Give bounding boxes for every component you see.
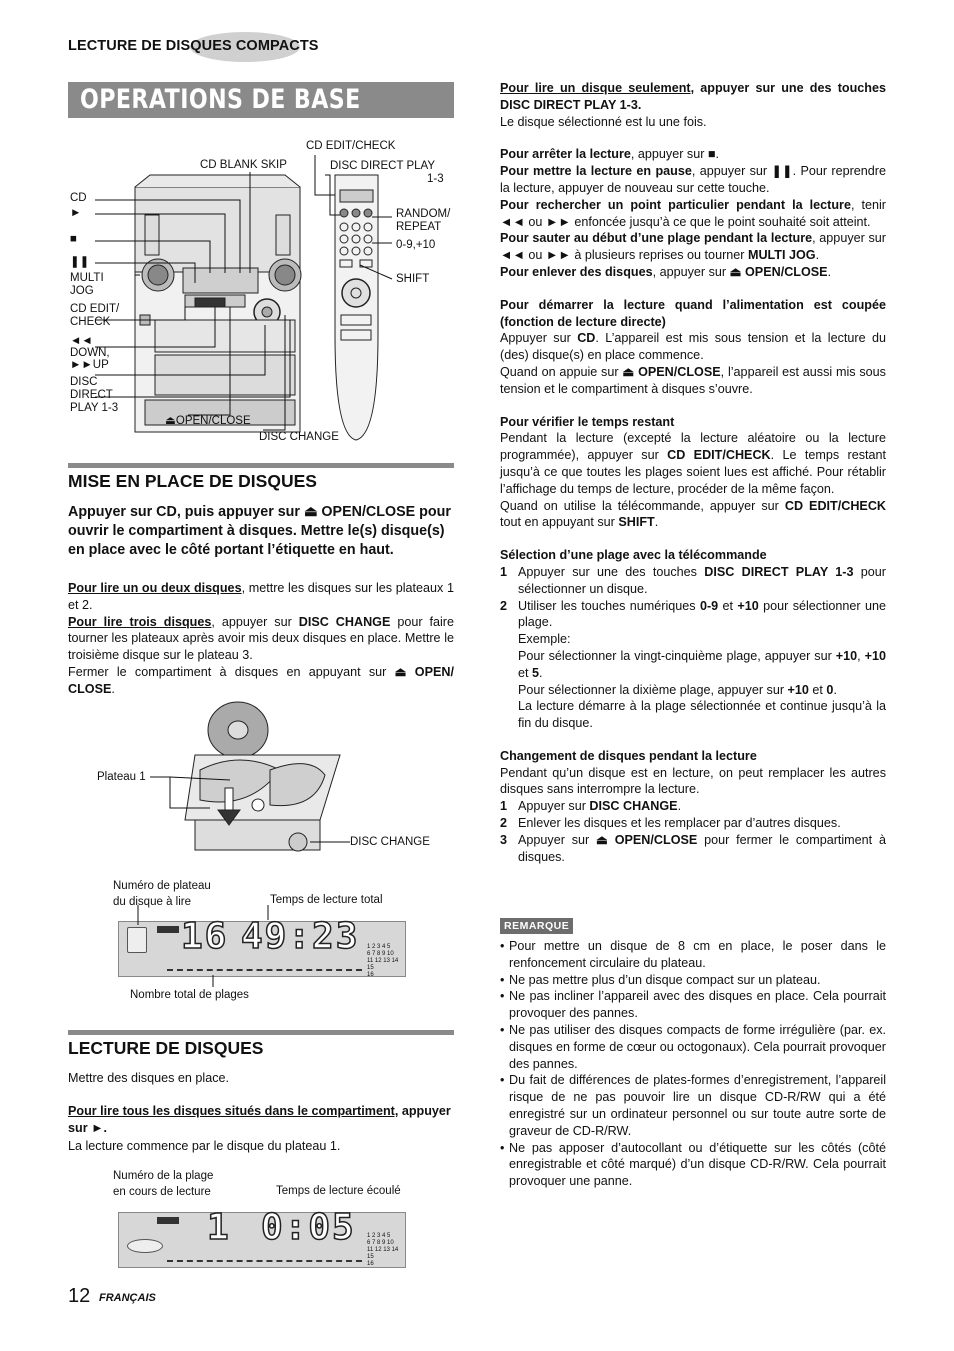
time-p2c: tout en appuyant sur	[500, 515, 619, 530]
pause-r: , appuyer sur ❚❚. Pour reprendre la lecture, appuyer de nouveau sur cette touche.	[500, 164, 887, 195]
skip-r2: MULTI JOG	[747, 248, 816, 263]
change-step-2: 2 Enlever les disques et les remplacer par d’autres disques.	[500, 816, 841, 831]
lcd2-label-elapsed: Temps de lecture écoulé	[276, 1185, 401, 1197]
lcd1-label-total: Temps de lecture total	[270, 894, 383, 906]
chg-1a: Appuyer sur	[518, 799, 590, 814]
stop-icon: ■	[70, 233, 77, 245]
footer-lang: FRANÇAIS	[99, 1292, 156, 1304]
label-cd: CD	[70, 192, 87, 204]
label-open-close-row	[165, 415, 251, 428]
chg-3b: ⏏ OPEN/CLOSE	[596, 832, 698, 847]
lcd1-label-tray: Numéro de plateau du disque à lire	[113, 880, 211, 908]
para-trois-b: DISC CHANGE	[298, 614, 391, 629]
select-step-1: 1 Appuyer sur une des touches DISC DIRECT PLAY 1-3 pour sélectionner un disque.	[500, 564, 886, 596]
para-trois	[68, 614, 454, 664]
select-example: Exemple:	[518, 632, 571, 647]
para-fermer-b: ⏏ OPEN/ CLOSE	[68, 664, 454, 696]
direct-p2b: ⏏ OPEN/CLOSE	[622, 364, 721, 379]
note-item: • Pour mettre un disque de 8 cm en place, le poser dans le renfoncement circulaire du plateau.	[500, 938, 886, 972]
sel-ex2b: +10	[787, 682, 809, 697]
label-down: DOWN,	[70, 347, 110, 359]
skip-para	[500, 230, 886, 264]
lcd2-digits-right: 0:05	[261, 1207, 356, 1248]
sel-ex2c: et	[808, 682, 827, 697]
lcd1-digits-left: 16	[181, 916, 229, 957]
direct-heading: Pour démarrer la lecture quand l’alimentation est coupée (fonction de lecture directe)	[500, 297, 886, 329]
direct-p2	[500, 364, 886, 398]
lcd-display-2	[118, 1207, 406, 1268]
select-step-2: 2 Utiliser les touches numériques 0-9 et +10 pour sélectionner une plage.	[500, 598, 886, 630]
sel-ex1f: 5	[532, 665, 540, 680]
note-item: • Du fait de différences de plates-formes d’enregistrement, l’appareil risque de ne pas pouvoir lire un disque CD-R/RW qui a été enregistré sur un ordinateur personnel ou sur toute autre sorte de graveur de CD-R/RW.	[500, 1072, 886, 1139]
direct-p1	[500, 330, 886, 364]
label-up: UP	[92, 359, 109, 371]
stop-para	[500, 146, 886, 163]
time-p1c: . Le temps restant jusqu’à ce que toutes les plages soient lues est affiché. Pour rétablir l’affichage du temps de lecture, procéder de la même façon.	[500, 448, 887, 496]
heading-lecture: LECTURE DE DISQUES	[68, 1038, 264, 1058]
section-rule	[68, 463, 454, 468]
para-fermer	[68, 664, 454, 698]
pause-para	[500, 163, 886, 197]
one-disc-after: Le disque sélectionné est lu une fois.	[500, 114, 707, 129]
label-multi-jog: MULTI JOG	[70, 272, 104, 297]
direct-p2c: , l’appareil est aussi mis sous tension et le compartiment à disques s’ouvre.	[500, 364, 886, 396]
note-item: • Ne pas mettre plus d’un disque compact sur un plateau.	[500, 972, 886, 989]
chg-2: Enlever les disques et les remplacer par d’autres disques.	[518, 816, 841, 831]
sel-1b: DISC DIRECT PLAY 1-3	[704, 564, 854, 579]
label-tray-disc-change: DISC CHANGE	[350, 836, 430, 848]
lcd1-digits-right: 49:23	[241, 916, 360, 957]
chg-3a: Appuyer sur	[518, 832, 597, 847]
label-cd-blank-skip: CD BLANK SKIP	[200, 159, 287, 171]
stop-r: , appuyer sur ■.	[630, 147, 720, 162]
para-fermer-a: Fermer le compartiment à disques en appuyant sur	[68, 664, 395, 679]
one-disc-rest: , appuyer sur une des touches DISC DIRECT PLAY 1-3.	[500, 81, 886, 112]
eject-icon: ⏏	[165, 415, 176, 427]
sel-ex2a: Pour sélectionner la dixième plage, appuyer sur	[518, 682, 788, 697]
skip-b: Pour sauter au début d’une plage pendant la lecture	[500, 231, 813, 246]
play-icon: ►	[70, 207, 82, 219]
one-disc-para	[500, 80, 886, 114]
note-item: • Ne pas utiliser des disques compacts de forme irrégulière (par. ex. disques en forme de cœur ou octogonaux). Cela pourrait provoquer des pannes.	[500, 1022, 886, 1072]
section-header: LECTURE DE DISQUES COMPACTS	[68, 38, 319, 54]
label-cd-edit-check: CD EDIT/CHECK	[306, 140, 396, 152]
track-calendar: 1 2 3 4 5 6 7 8 9 10 11 12 13 14 15 16	[367, 1233, 399, 1267]
right-column	[500, 80, 886, 865]
change-heading: Changement de disques pendant la lecture	[500, 748, 757, 763]
rewind-icon: ◄◄	[70, 335, 93, 347]
label-disc-direct-play: DISC DIRECT PLAY	[330, 160, 436, 172]
sel-2c: et	[718, 598, 738, 613]
remove-b: Pour enlever des disques	[500, 264, 653, 279]
para-un-deux-lead: Pour lire un ou deux disques	[68, 581, 242, 595]
note-item: • Ne pas apposer d’autocollant ou d’étiquette sur les côtés (côté enregistrable et côté marqué) d’un disque CD-R/RW. Cela pourrait provoquer une panne.	[500, 1140, 886, 1190]
mise-en-place-text	[68, 580, 454, 698]
remove-para	[500, 264, 886, 281]
para-un-deux-rest: , mettre les disques sur les plateaux 1 et 2.	[68, 581, 454, 612]
search-b: Pour rechercher un point particulier pendant la lecture	[500, 197, 851, 212]
lcd-bar	[167, 1260, 362, 1262]
direct-p1b: CD	[577, 331, 596, 346]
remarque-badge: REMARQUE	[500, 918, 573, 934]
sel-2d: +10	[737, 598, 759, 613]
para-trois-lead: Pour lire trois disques	[68, 614, 212, 629]
direct-p1c: . L’appareil est mis sous tension et la lecture du (des) disque(s) en place commence.	[500, 331, 886, 363]
para-fermer-c: .	[111, 681, 115, 696]
stop-b: Pour arrêter la lecture	[500, 147, 631, 162]
label-open-close: OPEN/CLOSE	[175, 415, 251, 427]
time-p2b: CD EDIT/CHECK	[784, 498, 887, 513]
skip-r1: , appuyer sur ◄◄ ou ►► à plusieurs reprises ou tourner	[500, 231, 886, 263]
remove-r3: .	[827, 264, 832, 279]
sel-2a: Utiliser les touches numériques	[518, 598, 700, 613]
para-un-deux	[68, 580, 454, 614]
track-calendar: 1 2 3 4 5 6 7 8 9 10 11 12 13 14 15 16	[367, 944, 399, 978]
select-ex1	[500, 648, 886, 682]
page-number: 12	[68, 1285, 91, 1307]
skip-r3: .	[815, 248, 820, 263]
para-trois-c: pour faire tourner les plateaux après avoir mis deux disques en place. Mettre le troisième disque sur le plateau 3.	[68, 614, 454, 663]
lcd2-label-track: Numéro de la plage en cours de lecture	[113, 1170, 214, 1198]
time-p2d: SHIFT	[618, 515, 655, 530]
lecture-lead-rest: appuyer sur ►.	[68, 1104, 451, 1135]
remove-r1: , appuyer sur	[652, 264, 730, 279]
sel-ex1c: ,	[857, 648, 865, 663]
sel-ex1a: Pour sélectionner la vingt-cinquième plage, appuyer sur	[518, 648, 836, 663]
time-heading: Pour vérifier le temps restant	[500, 414, 675, 429]
disc-icon	[127, 1239, 163, 1253]
page-title: OPERATIONS DE BASE	[80, 84, 361, 115]
sel-ex1e: et	[518, 665, 533, 680]
time-p1b: CD EDIT/CHECK	[667, 448, 771, 463]
label-disc-change: DISC CHANGE	[259, 431, 339, 443]
label-num-keys: 0-9,+10	[396, 239, 436, 251]
notes-list	[500, 938, 886, 1190]
forward-icon: ►►	[70, 359, 93, 371]
para-trois-a: , appuyer sur	[211, 614, 299, 629]
sel-ex1g: .	[539, 665, 543, 680]
tray-diagram	[140, 700, 350, 860]
sel-2b: 0-9	[699, 598, 719, 613]
lecture-after: La lecture commence par le disque du plateau 1.	[68, 1139, 341, 1153]
select-heading: Sélection d’une plage avec la télécommande	[500, 548, 767, 563]
label-plateau: Plateau 1	[97, 771, 146, 783]
sel-ex1b: +10	[835, 648, 858, 663]
lecture-lead-u: Pour lire tous les disques situés dans le compartiment,	[68, 1104, 399, 1118]
note-item: • Ne pas incliner l’appareil avec des disques en place. Cela pourrait provoquer des pannes.	[500, 988, 886, 1022]
change-step-1: 1 Appuyer sur DISC CHANGE.	[500, 799, 682, 814]
search-para	[500, 197, 886, 231]
time-p2e: .	[654, 515, 659, 530]
label-cd-edit-check-unit: CD EDIT/ CHECK	[70, 303, 120, 328]
direct-p1a: Appuyer sur	[500, 331, 578, 346]
chg-3c: pour fermer le compartiment à disques.	[518, 832, 886, 864]
lcd2-digits-left: 1	[207, 1207, 229, 1248]
lecture-lead	[68, 1103, 454, 1137]
heading-mise-en-place: MISE EN PLACE DE DISQUES	[68, 471, 317, 491]
change-step-3: 3 Appuyer sur ⏏ OPEN/CLOSE pour fermer le compartiment à disques.	[500, 832, 886, 864]
stereo-diagram	[60, 135, 460, 445]
time-p1	[500, 430, 886, 497]
remove-r2: ⏏ OPEN/CLOSE	[729, 264, 828, 279]
sel-2e: pour sélectionner une plage.	[518, 598, 886, 630]
direct-p2a: Quand on appuie sur	[500, 364, 623, 379]
sel-1c: pour sélectionner un disque.	[518, 564, 886, 596]
label-up-row	[70, 359, 109, 372]
chg-1c: .	[677, 799, 682, 814]
select-ex2	[500, 682, 886, 699]
label-shift: SHIFT	[396, 273, 430, 285]
sel-ex1d: +10	[864, 648, 887, 663]
label-disc-direct-play-unit: DISC DIRECT PLAY 1-3	[70, 376, 119, 414]
pause-icon: ❚❚	[70, 256, 90, 268]
title-bar	[68, 82, 454, 118]
sel-1a: Appuyer sur une des touches	[518, 564, 705, 579]
sel-ex2d: 0	[826, 682, 834, 697]
time-p2	[500, 498, 886, 532]
label-disc-direct-play-num: 1-3	[427, 173, 444, 185]
lcd1-label-tracks: Nombre total de plages	[130, 989, 249, 1001]
pause-b: Pour mettre la lecture en pause	[500, 164, 692, 179]
search-r: , tenir ◄◄ ou ►► enfoncée jusqu’à ce que le point souhaité soit atteint.	[500, 197, 886, 229]
label-random-repeat: RANDOM/ REPEAT	[396, 208, 451, 233]
lecture-intro: Mettre des disques en place.	[68, 1071, 230, 1085]
section-rule-2	[68, 1030, 454, 1035]
one-disc-u: Pour lire un disque seulement	[500, 81, 691, 95]
chg-1b: DISC CHANGE	[589, 799, 678, 814]
mise-en-place-lead: Appuyer sur CD, puis appuyer sur ⏏ OPEN/CLOSE pour ouvrir le compartiment à disques. Mettre le(s) disque(s) en place avec le côté portant l’étiquette en haut.	[68, 504, 451, 559]
mode-indicator	[157, 1217, 179, 1224]
change-para: Pendant qu’un disque est en lecture, on peut remplacer les autres disques sans interrompre la lecture.	[500, 765, 886, 797]
lcd1-leaders	[118, 905, 408, 990]
time-p2a: Quand on utilise la télécommande, appuyer sur	[500, 498, 785, 513]
sel-ex2e: .	[833, 682, 837, 697]
select-ex3: La lecture démarre à la plage sélectionnée et continue jusqu’à la fin du disque.	[518, 699, 886, 731]
time-p1a: Pendant la lecture (excepté la lecture aléatoire ou la lecture programmée), appuyer sur	[500, 431, 886, 463]
